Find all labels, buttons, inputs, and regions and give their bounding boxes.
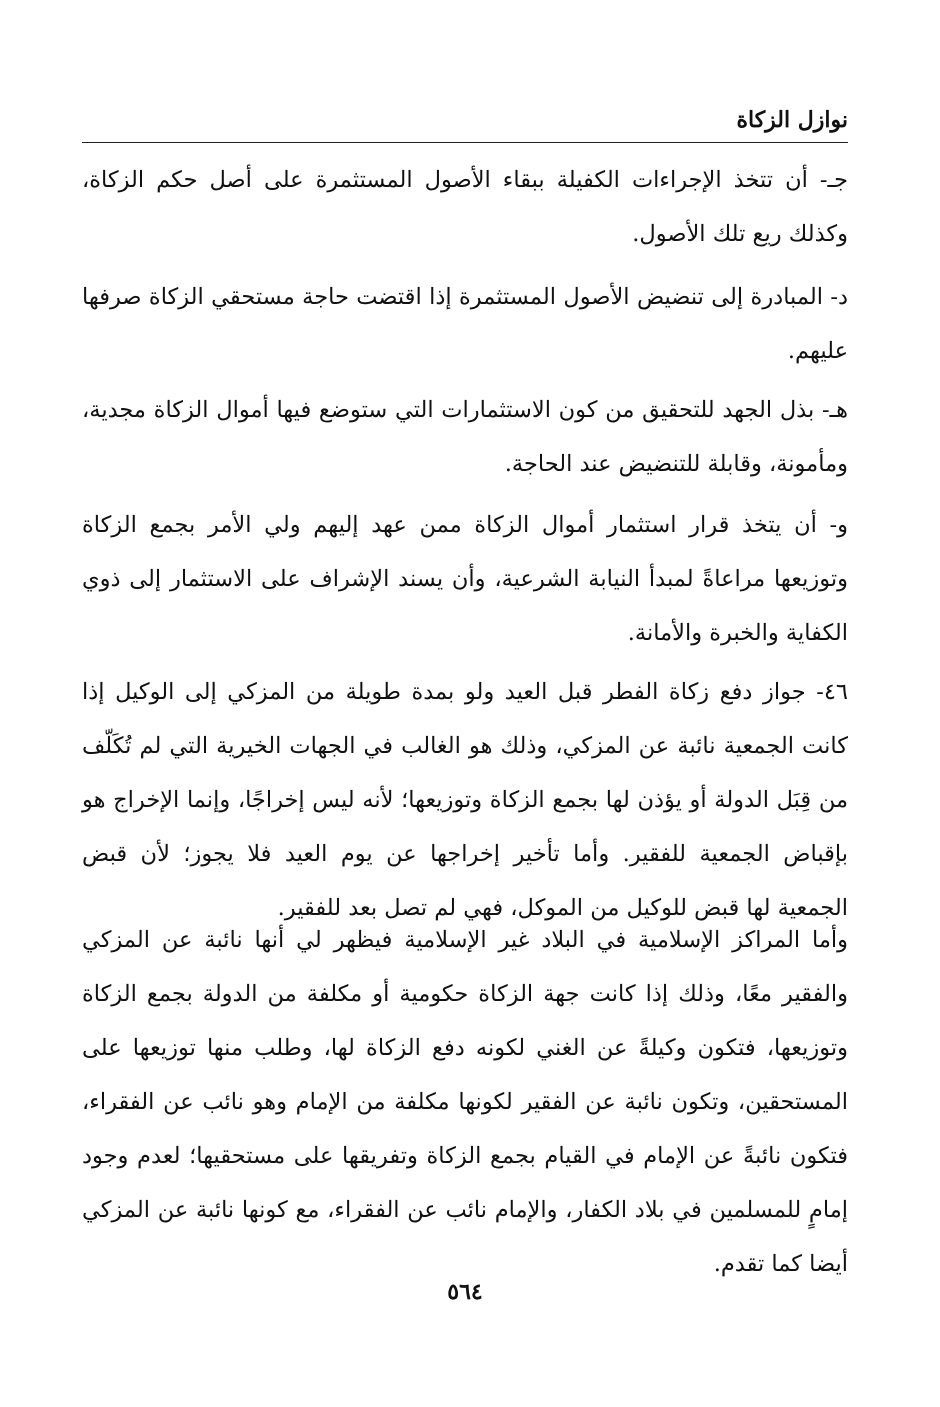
paragraph-waw: و- أن يتخذ قرار استثمار أموال الزكاة ممن عهد إليهم ولي الأمر بجمع الزكاة وتوزيعها مراعاةً لمبدأ النيابة الشرعية، وأن يسند الإشراف على الاستثمار إلى ذوي الكفاية والخبرة والأمانة. — [82, 512, 848, 646]
paragraph-islamic-centers: وأما المراكز الإسلامية في البلاد غير الإسلامية فيظهر لي أنها نائبة عن المزكي والفقير معًا، وذلك إذا كانت جهة الزكاة حكومية أو مكلفة من الدولة بجمع الزكاة وتوزيعها، فتكون وكيلةً عن الغني لكونه دفع الزكاة لها، وطلب منها توزيعها على المستحقين، وتكون نائبة عن الفقير لكونها مكلفة من الإمام وهو نائب عن الفقراء، فتكون نائبةً عن الإمام في القيام بجمع الزكاة وتفريقها على مستحقيها؛ لعدم وجود إمامٍ للمسلمين في بلاد الكفار، والإمام نائب عن الفقراء، مع كونها نائبة عن المزكي أيضا كما تقدم. — [82, 927, 848, 1277]
paragraph-ha: هـ- بذل الجهد للتحقيق من كون الاستثمارات التي ستوضع فيها أموال الزكاة مجدية، ومأمونة، وقابلة للتنضيض عند الحاجة. — [82, 397, 848, 477]
running-head-title: نوازل الزكاة — [736, 107, 848, 133]
paragraph-jeem: جـ- أن تتخذ الإجراءات الكفيلة ببقاء الأصول المستثمرة على أصل حكم الزكاة، وكذلك ريع تلك الأصول. — [82, 167, 848, 247]
header-rule — [82, 142, 848, 143]
book-page — [82, 0, 848, 1407]
paragraph-46: ٤٦- جواز دفع زكاة الفطر قبل العيد ولو بمدة طويلة من المزكي إلى الوكيل إذا كانت الجمعية نائبة عن المزكي، وذلك هو الغالب في الجهات الخيرية التي لم تُكَلّف من قِبَل الدولة أو يؤذن لها بجمع الزكاة وتوزيعها؛ لأنه ليس إخراجًا، وإنما الإخراج هو بإقباض الجمعية للفقير. وأما تأخير إخراجها عن يوم العيد فلا يجوز؛ لأن قبض الجمعية لها قبض للوكيل من الموكل، فهي لم تصل بعد للفقير. — [82, 679, 848, 921]
paragraph-dal: د- المبادرة إلى تنضيض الأصول المستثمرة إذا اقتضت حاجة مستحقي الزكاة صرفها عليهم. — [82, 284, 848, 364]
page-number: ٥٦٤ — [447, 1279, 483, 1305]
